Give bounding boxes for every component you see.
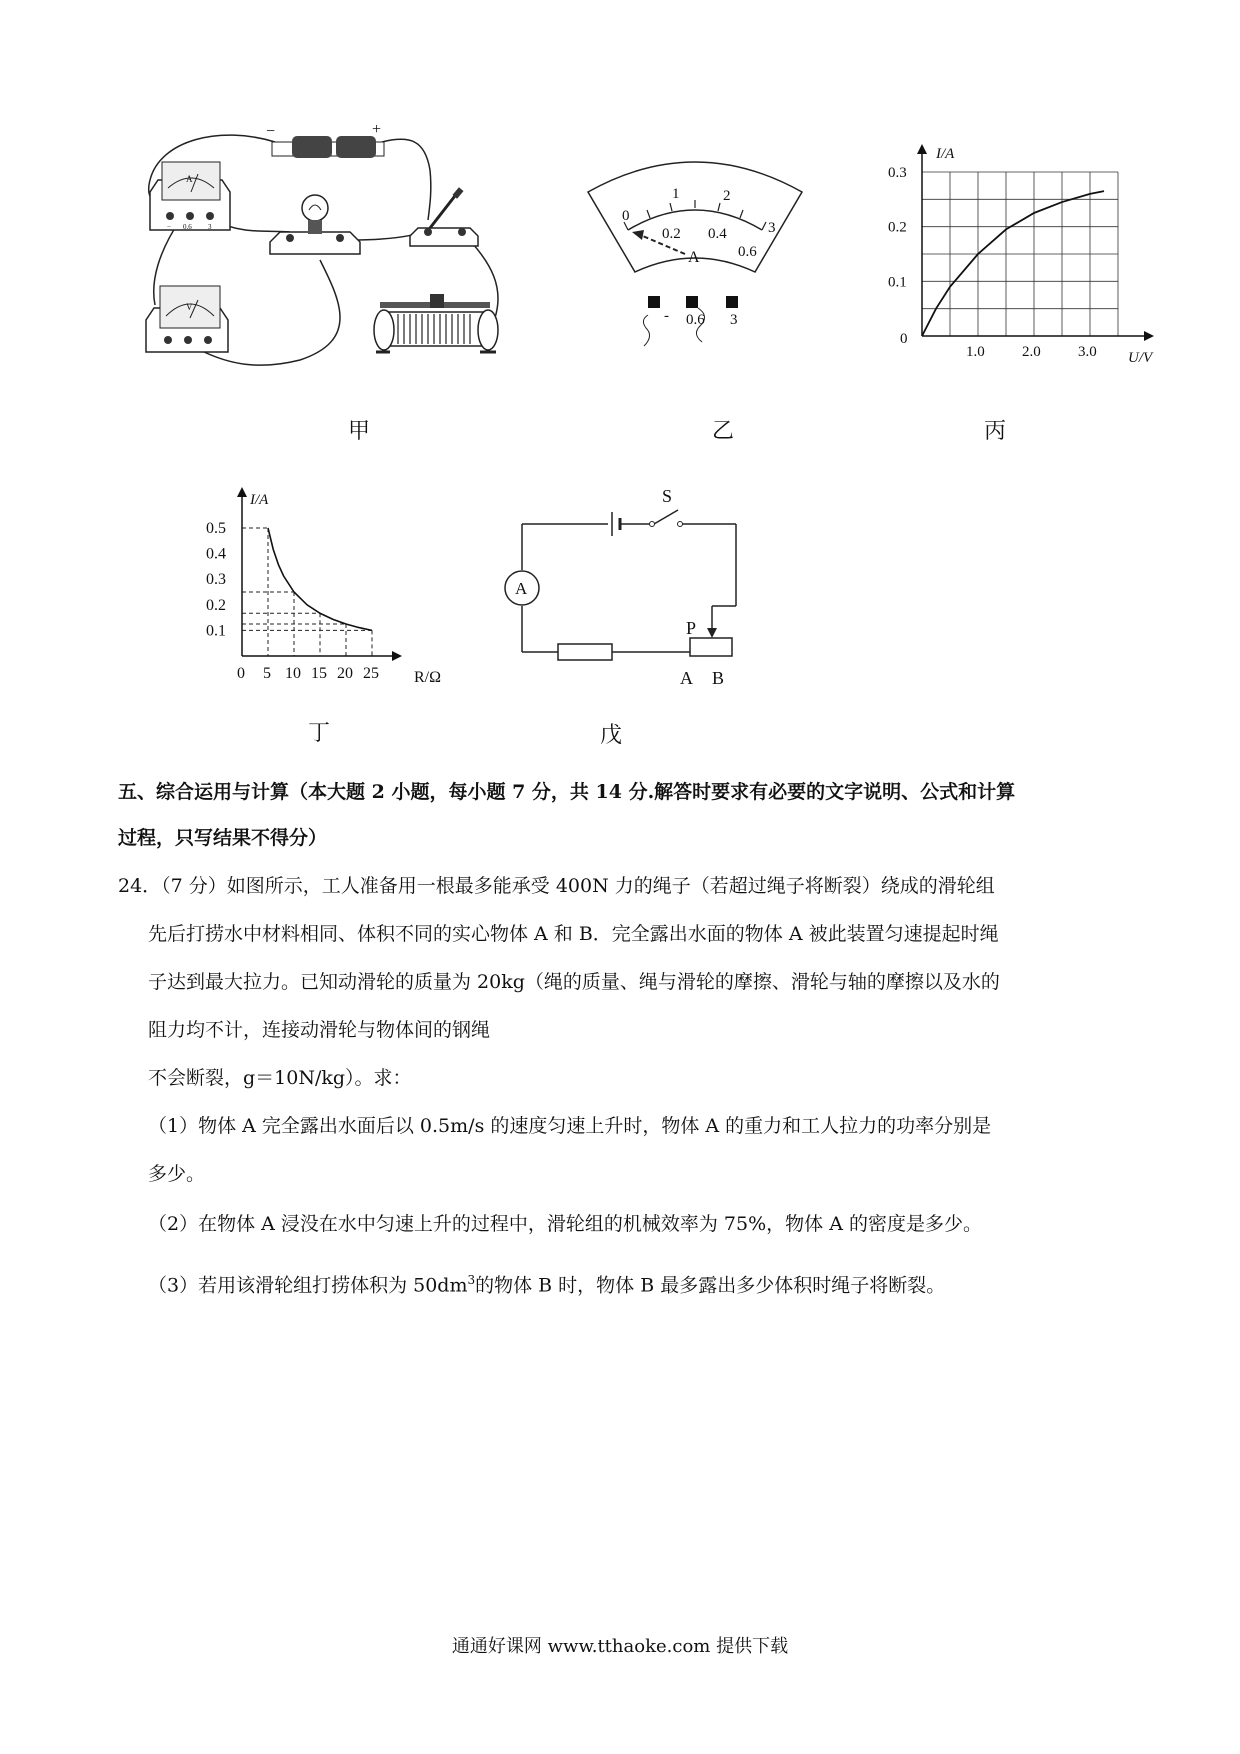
terminal-3: 3 (730, 312, 738, 328)
terminal-minus: − (266, 123, 276, 140)
x-axis-label: U/V (1128, 350, 1153, 366)
y-tick-label: 0.1 (888, 274, 907, 291)
question-line4: 阻力均不计，连接动滑轮与物体间的钢绳 (148, 1019, 491, 1041)
switch-label: S (662, 486, 673, 506)
y-tick-label: 0.3 (888, 165, 907, 181)
figure-bing-iu-chart (870, 140, 1160, 380)
bulb-icon (270, 195, 360, 254)
x-tick-label: 3.0 (1078, 344, 1097, 360)
ammeter-terminal-3: 3 (208, 223, 212, 231)
y-axis-arrow (917, 144, 927, 154)
sub-question-3-after: 的物体 B 时，物体 B 最多露出多少体积时绳子将断裂。 (475, 1274, 946, 1297)
ammeter-terminal-neg: − (167, 223, 171, 231)
x-axis-arrow (392, 651, 402, 661)
question-line3: 子达到最大拉力。已知动滑轮的质量为 20kg（绳的质量、绳与滑轮的摩擦、滑轮与轴的摩擦以及水的 (148, 971, 1000, 993)
sub-question-1-line1: （1）物体 A 完全露出水面后以 0.5m/s 的速度匀速上升时，物体 A 的重力和工人拉力的功率分别是 (148, 1115, 992, 1137)
dial-bottom-02: 0.2 (662, 226, 681, 242)
figure-yi-ammeter-dial (580, 150, 810, 360)
terminal-06: 0.6 (686, 312, 705, 328)
sub-question-1-line2: 多少。 (148, 1163, 206, 1185)
y-tick-label: 0.3 (206, 571, 226, 589)
dial-bottom-04: 0.4 (708, 226, 727, 242)
x-axis-arrow (1144, 331, 1154, 341)
x-tick-label: 10 (285, 665, 301, 682)
figure-wu-circuit-diagram (500, 480, 760, 700)
sub-question-3-sup: 3 (467, 1273, 476, 1287)
y-tick-label: 0.1 (206, 622, 226, 640)
caption-ding: 丁 (308, 721, 331, 746)
figure-ding-ir-chart (200, 482, 470, 702)
dial-bottom-06: 0.6 (738, 244, 757, 260)
ammeter-letter: A (186, 174, 193, 184)
ammeter-symbol-label: A (515, 579, 528, 598)
dial-top-2: 2 (723, 188, 731, 204)
terminal-plus: + (372, 121, 382, 138)
figure-jia-circuit (140, 120, 570, 410)
x-tick-label: 15 (311, 665, 327, 682)
caption-yi: 乙 (712, 419, 735, 444)
iu-curve (922, 191, 1104, 336)
x-tick-label: 0 (237, 665, 245, 682)
y-tick-label: 0.4 (206, 545, 226, 563)
x-tick-label: 20 (337, 665, 353, 682)
end-a-label: A (680, 668, 693, 688)
rheostat-icon (374, 294, 498, 352)
y-axis-label: I/A (250, 492, 269, 508)
x-tick-label: 25 (363, 665, 379, 682)
ammeter-icon (150, 162, 230, 231)
x-tick-label: 1.0 (966, 344, 985, 360)
switch-icon (410, 187, 478, 246)
y-tick-label: 0.5 (206, 520, 226, 537)
question-line1: 24．（7 分）如图所示，工人准备用一根最多能承受 400N 力的绳子（若超过绳子将断裂）绕成的滑轮组 (118, 875, 995, 897)
dial-top-1: 1 (672, 186, 680, 202)
voltmeter-icon (146, 286, 228, 352)
dial-top-0: 0 (622, 208, 630, 224)
page-footer: 通通好课网 www.tthaoke.com 提供下载 (451, 1636, 789, 1657)
caption-wu: 戊 (600, 723, 623, 748)
x-axis-label: R/Ω (414, 669, 442, 686)
dial-letter: A (688, 249, 700, 266)
y-axis-arrow (237, 487, 247, 497)
x-tick-label: 2.0 (1022, 344, 1041, 360)
y-tick-label: 0.2 (206, 596, 226, 614)
slider-label: P (686, 618, 697, 638)
ammeter-terminal-06: 0.6 (183, 223, 192, 231)
sub-question-2: （2）在物体 A 浸没在水中匀速上升的过程中，滑轮组的机械效率为 75%，物体 A 的密度是多少。 (148, 1213, 982, 1235)
voltmeter-letter: V (186, 302, 193, 312)
terminal-neg: - (664, 308, 669, 324)
y-axis-label: I/A (936, 146, 955, 162)
end-b-label: B (712, 668, 725, 688)
sub-question-3-before: （3）若用该滑轮组打捞体积为 50dm (148, 1274, 468, 1297)
x-tick-label: 5 (263, 665, 271, 682)
caption-jia: 甲 (348, 419, 371, 444)
dial-top-3: 3 (768, 220, 776, 236)
question-line5: 不会断裂，g＝10N/kg）。求： (148, 1067, 412, 1089)
battery-icon (266, 121, 384, 158)
section-heading-line2: 过程，只写结果不得分） (118, 827, 328, 849)
y-tick-label: 0.2 (888, 219, 907, 236)
sub-question-3 (148, 1268, 945, 1297)
section-heading-line1: 五、综合运用与计算（本大题 2 小题，每小题 7 分，共 14 分.解答时要求有必要的文字说明、公式和计算 (118, 781, 1016, 803)
caption-bing: 丙 (984, 419, 1007, 444)
y-tick-label: 0 (900, 331, 908, 347)
question-line2: 先后打捞水中材料相同、体积不同的实心物体 A 和 B．完全露出水面的物体 A 被此装置匀速提起时绳 (148, 923, 999, 945)
